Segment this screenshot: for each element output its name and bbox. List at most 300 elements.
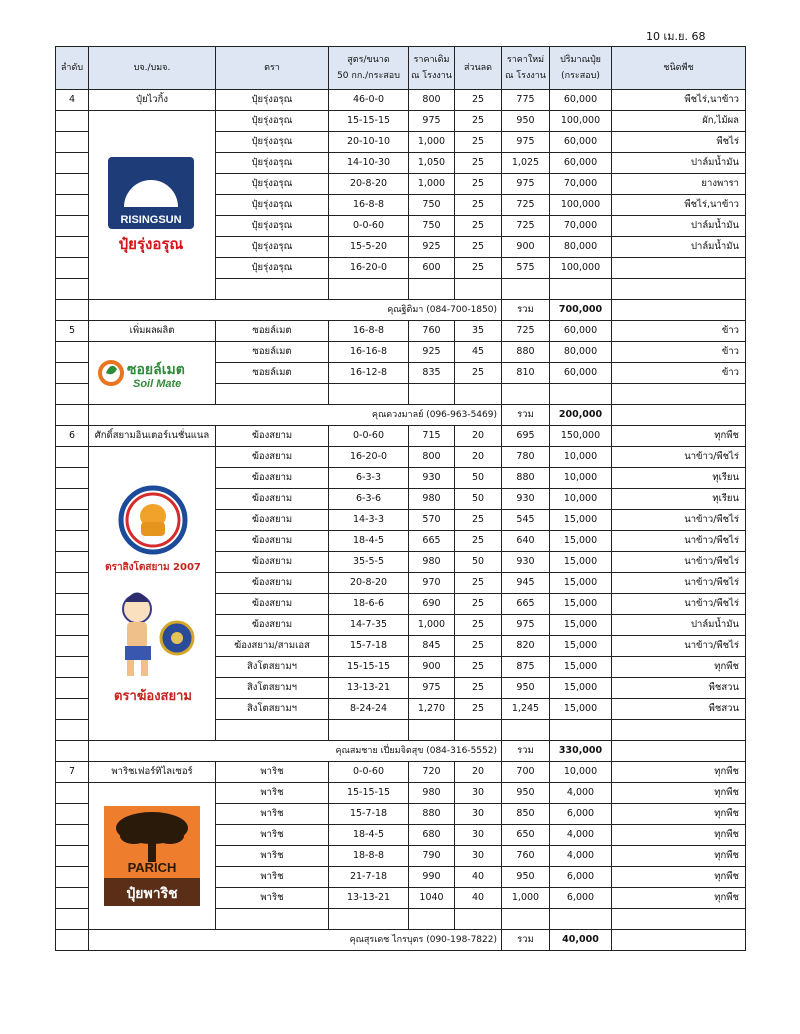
total-label: รวม — [502, 405, 550, 426]
discount: 30 — [455, 804, 502, 825]
quantity: 4,000 — [550, 846, 612, 867]
header-discount: ส่วนลด — [455, 47, 502, 90]
brand-name: ฆ้องสยาม — [216, 615, 329, 636]
original-price: 750 — [409, 216, 455, 237]
table-row — [56, 426, 746, 447]
crop-type: พืชสวน — [612, 678, 746, 699]
empty-cell — [612, 405, 746, 426]
brand-name: ฆ้องสยาม — [216, 573, 329, 594]
quantity: 70,000 — [550, 216, 612, 237]
formula: 14-10-30 — [329, 153, 409, 174]
row-number-empty — [56, 531, 89, 552]
discount: 25 — [455, 111, 502, 132]
company-name: ปุ๋ยไวกิ้ง — [89, 90, 216, 111]
discount: 25 — [455, 195, 502, 216]
original-price: 760 — [409, 321, 455, 342]
header-crop: ชนิดพืช — [612, 47, 746, 90]
crop-type: ทุกพืช — [612, 762, 746, 783]
formula: 35-5-5 — [329, 552, 409, 573]
discount: 25 — [455, 573, 502, 594]
empty-cell — [612, 279, 746, 300]
original-price: 715 — [409, 426, 455, 447]
total-row — [56, 930, 746, 951]
quantity: 10,000 — [550, 468, 612, 489]
original-price: 990 — [409, 867, 455, 888]
quantity: 80,000 — [550, 342, 612, 363]
new-price: 850 — [502, 804, 550, 825]
total-quantity: 700,000 — [550, 300, 612, 321]
row-number-empty — [56, 909, 89, 930]
row-number-empty — [56, 279, 89, 300]
empty-cell — [216, 720, 329, 741]
original-price: 1,050 — [409, 153, 455, 174]
row-number-empty — [56, 468, 89, 489]
brand-name: ฆ้องสยาม — [216, 510, 329, 531]
row-number-empty — [56, 489, 89, 510]
original-price: 790 — [409, 846, 455, 867]
header-qty-line2: (กระสอบ) — [561, 71, 600, 81]
brand-name: ปุ๋ยรุ่งอรุณ — [216, 258, 329, 279]
row-number-empty — [56, 132, 89, 153]
crop-type: นาข้าว/พืชไร่ — [612, 636, 746, 657]
brand-name: พาริช — [216, 825, 329, 846]
original-price: 980 — [409, 552, 455, 573]
discount: 20 — [455, 762, 502, 783]
discount: 25 — [455, 594, 502, 615]
table-row — [56, 447, 746, 468]
formula: 6-3-3 — [329, 468, 409, 489]
original-price: 800 — [409, 447, 455, 468]
quantity: 60,000 — [550, 90, 612, 111]
crop-type: ทุกพืช — [612, 804, 746, 825]
svg-text:Soil Mate: Soil Mate — [133, 378, 182, 390]
row-number-empty — [56, 447, 89, 468]
table-row — [56, 783, 746, 804]
new-price: 875 — [502, 657, 550, 678]
formula: 13-13-21 — [329, 888, 409, 909]
empty-cell — [329, 279, 409, 300]
quantity: 60,000 — [550, 363, 612, 384]
header-new-line2: ณ โรงงาน — [505, 71, 546, 81]
row-number-empty — [56, 384, 89, 405]
quantity: 15,000 — [550, 615, 612, 636]
quantity: 60,000 — [550, 132, 612, 153]
crop-type: ข้าว — [612, 363, 746, 384]
brand-name: ปุ๋ยรุ่งอรุณ — [216, 111, 329, 132]
contact-person: คุณสมชาย เปี่ยมจิตสุข (084-316-5552) — [89, 741, 502, 762]
total-row — [56, 300, 746, 321]
new-price: 880 — [502, 342, 550, 363]
crop-type: ข้าว — [612, 342, 746, 363]
row-number-empty — [56, 741, 89, 762]
original-price: 800 — [409, 90, 455, 111]
fertilizer-price-table — [55, 46, 746, 951]
soilmate-logo — [89, 342, 216, 405]
quantity: 70,000 — [550, 174, 612, 195]
empty-cell — [502, 384, 550, 405]
original-price: 570 — [409, 510, 455, 531]
discount: 40 — [455, 888, 502, 909]
formula: 20-10-10 — [329, 132, 409, 153]
brand-name: ซอยล์เมต — [216, 321, 329, 342]
brand-name: พาริช — [216, 783, 329, 804]
new-price: 545 — [502, 510, 550, 531]
empty-cell — [612, 300, 746, 321]
svg-text:ปุ๋ยพาริช: ปุ๋ยพาริช — [126, 886, 178, 902]
quantity: 6,000 — [550, 867, 612, 888]
crop-type: พืชไร่,นาข้าว — [612, 90, 746, 111]
crop-type: นาข้าว/พืชไร่ — [612, 447, 746, 468]
empty-cell — [455, 909, 502, 930]
contact-person: คุณสุรเดช ไกรบุตร (090-198-7822) — [89, 930, 502, 951]
original-price: 930 — [409, 468, 455, 489]
row-number-empty — [56, 258, 89, 279]
row-number-empty — [56, 657, 89, 678]
quantity: 10,000 — [550, 762, 612, 783]
svg-text:ตราฆ้องสยาม: ตราฆ้องสยาม — [114, 688, 192, 704]
row-number-empty — [56, 804, 89, 825]
discount: 25 — [455, 531, 502, 552]
formula: 20-8-20 — [329, 573, 409, 594]
crop-type: ข้าว — [612, 321, 746, 342]
discount: 30 — [455, 783, 502, 804]
new-price: 1,000 — [502, 888, 550, 909]
crop-type: ทุกพืช — [612, 783, 746, 804]
discount: 25 — [455, 615, 502, 636]
empty-cell — [455, 384, 502, 405]
total-row — [56, 741, 746, 762]
new-price: 950 — [502, 678, 550, 699]
empty-cell — [409, 909, 455, 930]
brand-name: พาริช — [216, 762, 329, 783]
quantity: 10,000 — [550, 447, 612, 468]
discount: 50 — [455, 489, 502, 510]
empty-cell — [612, 930, 746, 951]
quantity: 15,000 — [550, 552, 612, 573]
header-brand: ตรา — [216, 47, 329, 90]
row-number-empty — [56, 216, 89, 237]
new-price: 700 — [502, 762, 550, 783]
new-price: 930 — [502, 489, 550, 510]
brand-name: ฆ้องสยาม/สามเอส — [216, 636, 329, 657]
brand-name: สิงโตสยามฯ — [216, 657, 329, 678]
original-price: 600 — [409, 258, 455, 279]
formula: 15-5-20 — [329, 237, 409, 258]
table-row — [56, 762, 746, 783]
header-no: ลำดับ — [56, 47, 89, 90]
total-quantity: 40,000 — [550, 930, 612, 951]
row-number-empty — [56, 405, 89, 426]
new-price: 1,245 — [502, 699, 550, 720]
formula: 21-7-18 — [329, 867, 409, 888]
row-number-empty — [56, 552, 89, 573]
quantity: 15,000 — [550, 510, 612, 531]
quantity: 15,000 — [550, 636, 612, 657]
new-price: 780 — [502, 447, 550, 468]
row-number-empty — [56, 237, 89, 258]
empty-cell — [216, 909, 329, 930]
formula: 13-13-21 — [329, 678, 409, 699]
crop-type: ปาล์มน้ำมัน — [612, 153, 746, 174]
crop-type: นาข้าว/พืชไร่ — [612, 510, 746, 531]
original-price: 1,000 — [409, 132, 455, 153]
crop-type: ทุกพืช — [612, 825, 746, 846]
total-label: รวม — [502, 300, 550, 321]
new-price: 640 — [502, 531, 550, 552]
empty-cell — [216, 384, 329, 405]
formula: 20-8-20 — [329, 174, 409, 195]
original-price: 1,000 — [409, 615, 455, 636]
empty-cell — [216, 279, 329, 300]
quantity: 6,000 — [550, 804, 612, 825]
discount: 20 — [455, 447, 502, 468]
empty-cell — [612, 741, 746, 762]
brand-name: พาริช — [216, 867, 329, 888]
brand-name: สิงโตสยามฯ — [216, 678, 329, 699]
svg-text:ซอยล์เมต: ซอยล์เมต — [127, 362, 185, 378]
new-price: 880 — [502, 468, 550, 489]
discount: 45 — [455, 342, 502, 363]
formula: 18-6-6 — [329, 594, 409, 615]
header-quantity — [550, 47, 612, 90]
original-price: 690 — [409, 594, 455, 615]
brand-name: ฆ้องสยาม — [216, 594, 329, 615]
table-row — [56, 321, 746, 342]
new-price: 975 — [502, 174, 550, 195]
formula: 15-7-18 — [329, 636, 409, 657]
row-number-empty — [56, 615, 89, 636]
brand-name: ฆ้องสยาม — [216, 531, 329, 552]
formula: 18-4-5 — [329, 825, 409, 846]
quantity: 15,000 — [550, 594, 612, 615]
row-number-empty — [56, 153, 89, 174]
discount: 25 — [455, 258, 502, 279]
discount: 25 — [455, 153, 502, 174]
new-price: 950 — [502, 867, 550, 888]
original-price: 845 — [409, 636, 455, 657]
brand-name: ฆ้องสยาม — [216, 426, 329, 447]
discount: 25 — [455, 132, 502, 153]
new-price: 950 — [502, 783, 550, 804]
empty-cell — [550, 909, 612, 930]
new-price: 650 — [502, 825, 550, 846]
total-row — [56, 405, 746, 426]
row-number-empty — [56, 510, 89, 531]
header-formula-line1: สูตร/ขนาด — [347, 55, 390, 65]
empty-cell — [612, 384, 746, 405]
brand-name: พาริช — [216, 804, 329, 825]
brand-name: ฆ้องสยาม — [216, 489, 329, 510]
original-price: 970 — [409, 573, 455, 594]
crop-type: ทุกพืช — [612, 867, 746, 888]
row-number-empty — [56, 699, 89, 720]
formula: 16-8-8 — [329, 321, 409, 342]
original-price: 720 — [409, 762, 455, 783]
row-number-empty — [56, 342, 89, 363]
row-number-empty — [56, 783, 89, 804]
header-qty-line1: ปริมาณปุ๋ย — [560, 55, 601, 65]
original-price: 1,270 — [409, 699, 455, 720]
crop-type: พืชสวน — [612, 699, 746, 720]
quantity: 6,000 — [550, 888, 612, 909]
discount: 35 — [455, 321, 502, 342]
crop-type: นาข้าว/พืชไร่ — [612, 552, 746, 573]
formula: 15-7-18 — [329, 804, 409, 825]
formula: 6-3-6 — [329, 489, 409, 510]
original-price: 925 — [409, 342, 455, 363]
new-price: 975 — [502, 615, 550, 636]
row-number-empty — [56, 174, 89, 195]
brand-name: สิงโตสยามฯ — [216, 699, 329, 720]
quantity: 100,000 — [550, 195, 612, 216]
quantity: 15,000 — [550, 573, 612, 594]
formula: 14-7-35 — [329, 615, 409, 636]
discount: 25 — [455, 216, 502, 237]
formula: 0-0-60 — [329, 762, 409, 783]
quantity: 4,000 — [550, 783, 612, 804]
new-price: 930 — [502, 552, 550, 573]
svg-text:ปุ๋ยรุ่งอรุณ: ปุ๋ยรุ่งอรุณ — [118, 235, 184, 253]
total-label: รวม — [502, 930, 550, 951]
original-price: 1040 — [409, 888, 455, 909]
svg-text:PARICH: PARICH — [127, 860, 177, 875]
quantity: 15,000 — [550, 678, 612, 699]
brand-name: ปุ๋ยรุ่งอรุณ — [216, 216, 329, 237]
header-original-price — [409, 47, 455, 90]
discount: 25 — [455, 657, 502, 678]
new-price: 725 — [502, 321, 550, 342]
empty-cell — [329, 909, 409, 930]
table-row — [56, 90, 746, 111]
original-price: 975 — [409, 678, 455, 699]
empty-cell — [550, 720, 612, 741]
formula: 16-20-0 — [329, 258, 409, 279]
header-new-price — [502, 47, 550, 90]
empty-cell — [455, 720, 502, 741]
formula: 15-15-15 — [329, 783, 409, 804]
formula: 15-15-15 — [329, 657, 409, 678]
total-label: รวม — [502, 741, 550, 762]
empty-cell — [409, 720, 455, 741]
crop-type: ผัก,ไม้ผล — [612, 111, 746, 132]
empty-cell — [612, 720, 746, 741]
singto-siam-logo — [89, 447, 216, 741]
table-row — [56, 111, 746, 132]
crop-type: ยางพารา — [612, 174, 746, 195]
formula: 18-4-5 — [329, 531, 409, 552]
quantity: 15,000 — [550, 657, 612, 678]
original-price: 665 — [409, 531, 455, 552]
empty-cell — [550, 279, 612, 300]
quantity: 60,000 — [550, 321, 612, 342]
brand-name: ฆ้องสยาม — [216, 468, 329, 489]
formula: 15-15-15 — [329, 111, 409, 132]
new-price: 1,025 — [502, 153, 550, 174]
quantity: 10,000 — [550, 489, 612, 510]
quantity: 100,000 — [550, 258, 612, 279]
row-number-empty — [56, 930, 89, 951]
discount: 25 — [455, 174, 502, 195]
header-orig-line2: ณ โรงงาน — [411, 71, 452, 81]
parich-logo — [89, 783, 216, 930]
crop-type: นาข้าว/พืชไร่ — [612, 594, 746, 615]
brand-name: พาริช — [216, 846, 329, 867]
crop-type: ปาล์มน้ำมัน — [612, 615, 746, 636]
row-number: 6 — [56, 426, 89, 447]
contact-person: คุณฐิติมา (084-700-1850) — [89, 300, 502, 321]
brand-name: ปุ๋ยรุ่งอรุณ — [216, 153, 329, 174]
row-number-empty — [56, 111, 89, 132]
formula: 16-20-0 — [329, 447, 409, 468]
formula: 8-24-24 — [329, 699, 409, 720]
discount: 25 — [455, 636, 502, 657]
formula: 16-8-8 — [329, 195, 409, 216]
row-number-empty — [56, 300, 89, 321]
row-number-empty — [56, 867, 89, 888]
empty-cell — [502, 720, 550, 741]
original-price: 980 — [409, 489, 455, 510]
discount: 50 — [455, 552, 502, 573]
table-row — [56, 342, 746, 363]
header-orig-line1: ราคาเดิม — [413, 55, 450, 65]
new-price: 725 — [502, 195, 550, 216]
original-price: 835 — [409, 363, 455, 384]
brand-name: ซอยล์เมต — [216, 363, 329, 384]
formula: 0-0-60 — [329, 426, 409, 447]
new-price: 760 — [502, 846, 550, 867]
crop-type: ปาล์มน้ำมัน — [612, 237, 746, 258]
quantity: 150,000 — [550, 426, 612, 447]
empty-cell — [502, 279, 550, 300]
discount: 25 — [455, 699, 502, 720]
total-quantity: 330,000 — [550, 741, 612, 762]
empty-cell — [329, 720, 409, 741]
row-number-empty — [56, 363, 89, 384]
empty-cell — [409, 384, 455, 405]
crop-type — [612, 258, 746, 279]
discount: 30 — [455, 846, 502, 867]
brand-name: ซอยล์เมต — [216, 342, 329, 363]
svg-text:ตราสิงโตสยาม 2007: ตราสิงโตสยาม 2007 — [105, 561, 201, 573]
empty-cell — [329, 384, 409, 405]
total-quantity: 200,000 — [550, 405, 612, 426]
header-row — [56, 47, 746, 90]
quantity: 15,000 — [550, 699, 612, 720]
discount: 25 — [455, 510, 502, 531]
discount: 25 — [455, 678, 502, 699]
crop-type: ทุเรียน — [612, 468, 746, 489]
svg-text:RISINGSUN: RISINGSUN — [120, 214, 182, 226]
brand-name: ปุ๋ยรุ่งอรุณ — [216, 195, 329, 216]
discount: 25 — [455, 237, 502, 258]
row-number-empty — [56, 888, 89, 909]
new-price: 820 — [502, 636, 550, 657]
row-number-empty — [56, 636, 89, 657]
row-number-empty — [56, 573, 89, 594]
brand-name: ปุ๋ยรุ่งอรุณ — [216, 174, 329, 195]
formula: 16-16-8 — [329, 342, 409, 363]
header-formula — [329, 47, 409, 90]
row-number-empty — [56, 195, 89, 216]
row-number: 4 — [56, 90, 89, 111]
new-price: 725 — [502, 216, 550, 237]
new-price: 810 — [502, 363, 550, 384]
crop-type: นาข้าว/พืชไร่ — [612, 573, 746, 594]
brand-name: ปุ๋ยรุ่งอรุณ — [216, 132, 329, 153]
new-price: 975 — [502, 132, 550, 153]
original-price: 1,000 — [409, 174, 455, 195]
original-price: 975 — [409, 111, 455, 132]
